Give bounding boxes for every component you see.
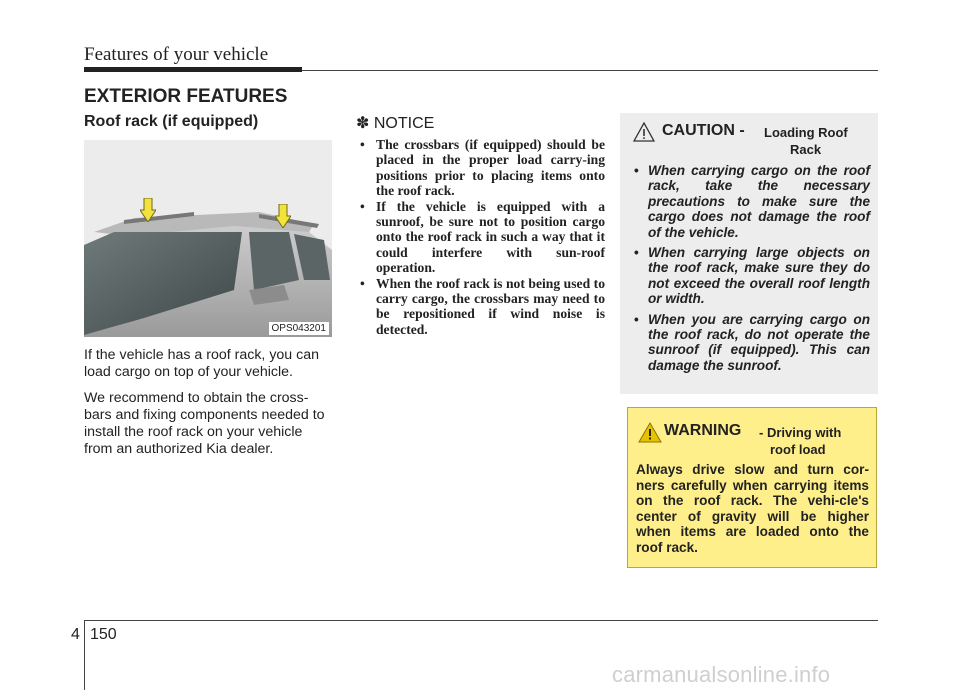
watermark: carmanualsonline.info <box>612 662 831 687</box>
warning-subtitle: - Driving with <box>759 425 842 440</box>
roof-rack-heading: Roof rack (if equipped) <box>84 113 259 130</box>
footer-rule <box>84 620 878 621</box>
roof-rack-paragraph: We recommend to obtain the cross-bars and fixing components needed to install the roof rack on your vehicle from an authorized Kia dealer. <box>84 390 325 457</box>
arrow-down-icon <box>275 204 291 228</box>
warning-box <box>627 407 877 568</box>
warning-text: Always drive slow and turn cor-ners carefully when carrying items on the roof rack. The vehi-cle's center of gravity will be higher when items are loaded onto the roof rack. <box>636 462 869 555</box>
caution-triangle-icon <box>633 122 655 142</box>
caution-list <box>634 163 870 378</box>
caution-box <box>620 113 878 394</box>
notice-list <box>356 137 605 337</box>
warning-triangle-icon <box>638 422 662 443</box>
caution-subtitle: Rack <box>790 142 822 157</box>
caution-item: • When carrying large objects on the roof rack, make sure they do not exceed the overall roof length or width. <box>634 245 870 307</box>
arrow-down-icon <box>140 198 156 222</box>
caution-item: • When you are carrying cargo on the roof rack, do not operate the sunroof (if equipped). This can damage the sunroof. <box>634 312 870 374</box>
section-title: EXTERIOR FEATURES <box>84 86 288 107</box>
warning-subtitle: roof load <box>770 442 826 457</box>
chapter-title: Features of your vehicle <box>84 44 269 65</box>
page-number: 150 <box>90 626 117 643</box>
car-roof-illustration <box>84 140 332 337</box>
figure-code: OPS043201 <box>269 322 330 335</box>
footer-divider <box>84 620 85 690</box>
notice-item: • The crossbars (if equipped) should be placed in the proper load carry-ing positions prior to placing items onto the roof rack. <box>356 137 605 199</box>
notice-item: • If the vehicle is equipped with a sunroof, be sure not to position cargo onto the roof rack in such a way that it could interfere with sun-roof operation. <box>356 199 605 276</box>
roof-rack-figure <box>84 140 332 337</box>
caution-title: CAUTION - <box>662 122 745 139</box>
header-rule-thick <box>84 67 302 72</box>
header-rule-thin <box>302 70 878 71</box>
caution-item: • When carrying cargo on the roof rack, take the necessary precautions to make sure the cargo does not damage the roof of the vehicle. <box>634 163 870 240</box>
roof-rack-paragraph: If the vehicle has a roof rack, you can load cargo on top of your vehicle. <box>84 347 320 380</box>
notice-heading: ✽ NOTICE <box>356 115 435 132</box>
caution-subtitle: Loading Roof <box>764 125 848 140</box>
notice-item: • When the roof rack is not being used to carry cargo, the crossbars may need to be repositioned if wind noise is detected. <box>356 276 605 338</box>
chapter-number: 4 <box>71 626 80 643</box>
warning-title: WARNING <box>664 422 742 439</box>
